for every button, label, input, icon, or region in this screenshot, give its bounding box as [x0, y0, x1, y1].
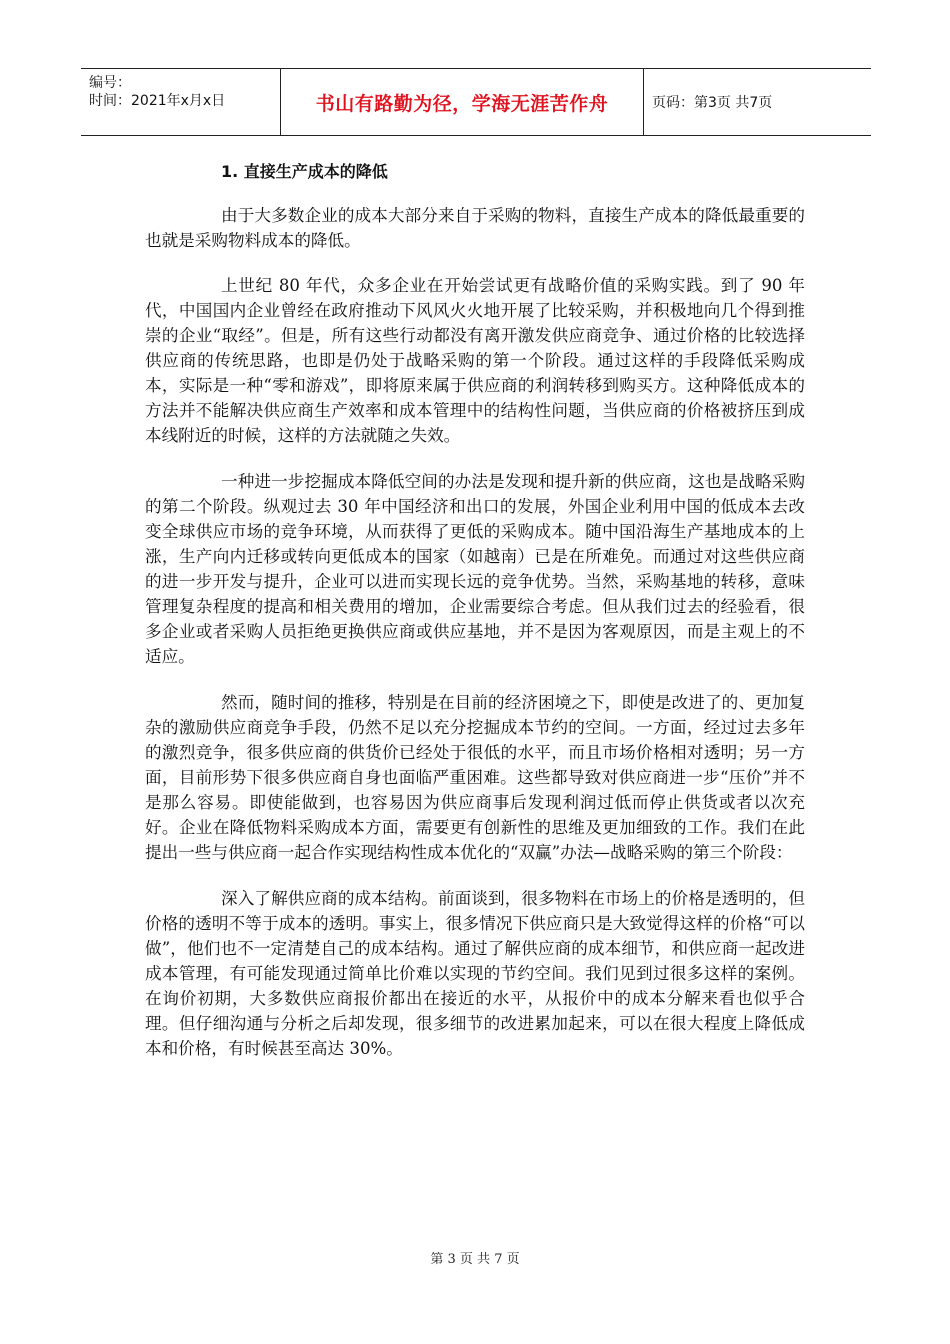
- paragraph-4: 然而，随时间的推移，特别是在目前的经济困境之下，即使是改进了的、更加复杂的激励供应商竞争手段，仍然不足以充分挖掘成本节约的空间。一方面，经过过去多年的激烈竞争，很多供应商的供货价已经处于很低的水平，而且市场价格相对透明；另一方面，目前形势下很多供应商自身也面临严重困难。这些都导致对供应商进一步“压价”并不是那么容易。即使能做到，也容易因为供应商事后发现利润过低而停止供货或者以次充好。企业在降低物料采购成本方面，需要更有创新性的思维及更加细致的工作。我们在此提出一些与供应商一起合作实现结构性成本优化的“双赢”办法—战略采购的第三个阶段：: [145, 693, 805, 862]
- document-date-label: 时间：2021年x月x日: [89, 93, 226, 109]
- header-meta: [81, 69, 281, 135]
- paragraph-3: 一种进一步挖掘成本降低空间的办法是发现和提升新的供应商，这也是战略采购的第二个阶段。纵观过去 30 年中国经济和出口的发展，外国企业利用中国的低成本去改变全球供应市场的竞争环境，从而获得了更低的采购成本。随中国沿海生产基地成本的上涨，生产向内迁移或转向更低成本的国家（如越南）已是在所难免。而通过对这些供应商的进一步开发与提升，企业可以进而实现长远的竞争优势。当然，采购基地的转移，意味管理复杂程度的提高和相关费用的增加，企业需要综合考虑。但从我们过去的经验看，很多企业或者采购人员拒绝更换供应商或供应基地，并不是因为客观原因，而是主观上的不适应。: [145, 472, 805, 666]
- paragraph-2: 上世纪 80 年代，众多企业在开始尝试更有战略价值的采购实践。到了 90 年代，中国国内企业曾经在政府推动下风风火火地开展了比较采购，并积极地向几个得到推崇的企业“取经”。但是，所有这些行动都没有离开激发供应商竞争、通过价格的比较选择供应商的传统思路，也即是仍处于战略采购的第一个阶段。通过这样的手段降低采购成本，实际是一种“零和游戏”，即将原来属于供应商的利润转移到购买方。这种降低成本的方法并不能解决供应商生产效率和成本管理中的结构性问题，当供应商的价格被挤压到成本线附近的时候，这样的方法就随之失效。: [145, 276, 805, 445]
- document-body: [145, 158, 805, 1061]
- header-motto: 书山有路勤为径，学海无涯苦作舟: [281, 69, 644, 135]
- paragraph-1: 由于大多数企业的成本大部分来自于采购的物料，直接生产成本的降低最重要的也就是采购物料成本的降低。: [145, 206, 805, 250]
- section-heading: 1. 直接生产成本的降低: [221, 162, 388, 181]
- paragraph-5: 深入了解供应商的成本结构。前面谈到，很多物料在市场上的价格是透明的，但价格的透明不等于成本的透明。事实上，很多情况下供应商只是大致觉得这样的价格“可以做”，他们也不一定清楚自己的成本结构。通过了解供应商的成本细节，和供应商一起改进成本管理，有可能发现通过简单比价难以实现的节约空间。我们见到过很多这样的案例。在询价初期，大多数供应商报价都出在接近的水平，从报价中的成本分解来看也似乎合理。但仔细沟通与分析之后却发现，很多细节的改进累加起来，可以在很大程度上降低成本和价格，有时候甚至高达 30%。: [145, 889, 805, 1058]
- page-header: [81, 68, 871, 136]
- document-code-label: 编号：: [89, 75, 131, 91]
- header-page-info: 页码：第3页 共7页: [652, 95, 773, 111]
- page-footer: 第 3 页 共 7 页: [430, 1252, 520, 1267]
